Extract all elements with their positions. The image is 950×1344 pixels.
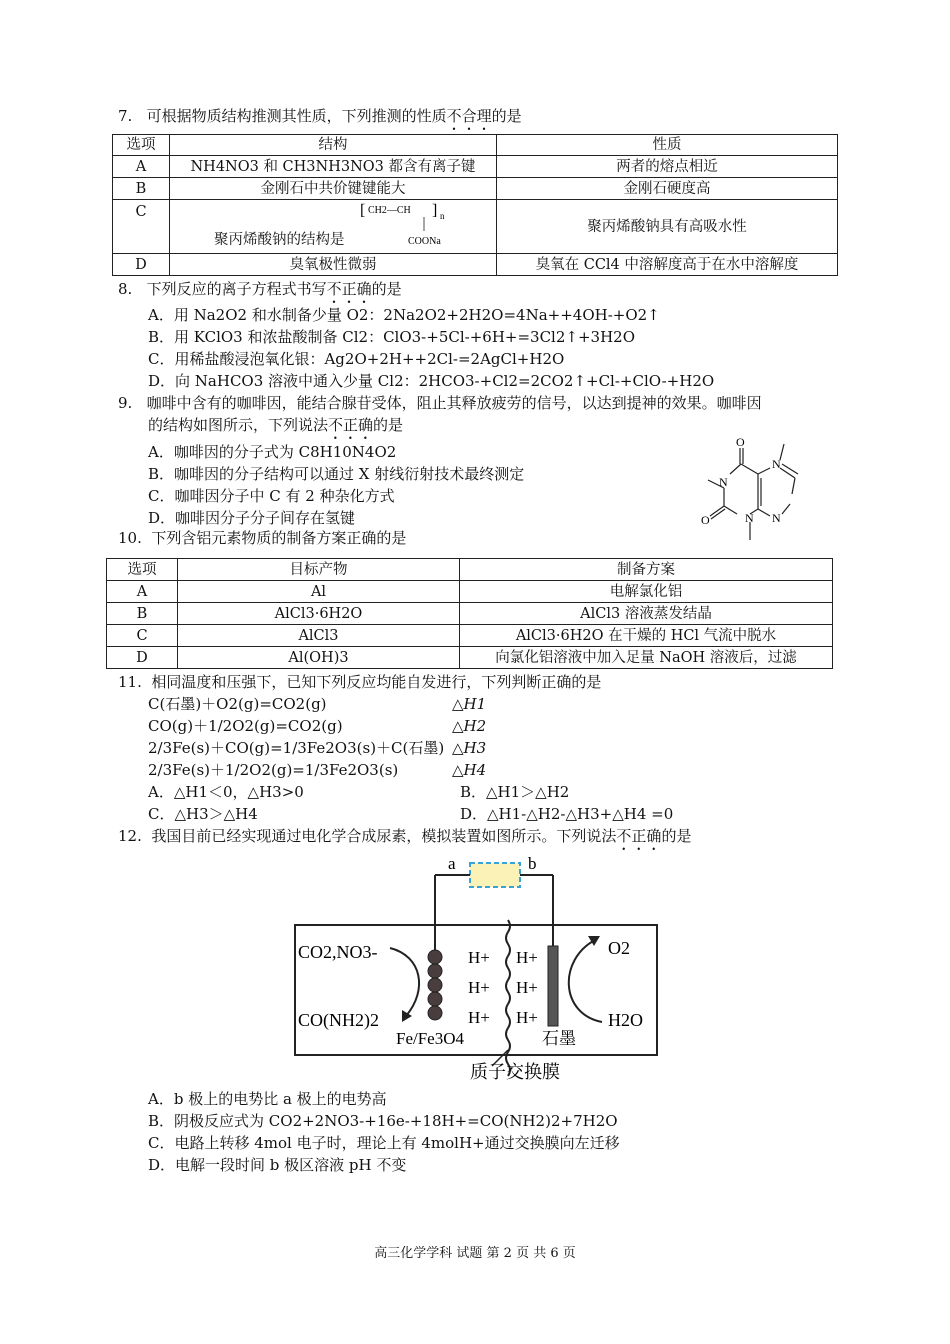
q7-row-a-structure: NH4NO3 和 CH3NH3NO3 都含有离子键	[170, 156, 497, 178]
q11-reaction-4: 2/3Fe(s)＋1/2O2(g)=1/3Fe2O3(s)	[148, 761, 399, 779]
q10-stem: 10. 下列含铝元素物质的制备方案正确的是	[118, 529, 407, 547]
q11-dh-1: △H1	[452, 695, 487, 713]
q10-row-c-product: AlCl3	[178, 625, 460, 647]
q7-header-property: 性质	[497, 135, 838, 156]
product-label: CO(NH2)2	[298, 1010, 379, 1030]
cathode-beads	[428, 950, 442, 1020]
q10-table	[106, 558, 833, 669]
caffeine-n7: N	[772, 457, 781, 471]
q11-reaction-1: C(石墨)＋O2(g)=CO2(g)	[148, 695, 327, 713]
page-footer: 高三化学学科 试题 第 2 页 共 6 页	[374, 1246, 576, 1261]
q7-row-c-property: 聚丙烯酸钠具有高吸水性	[497, 200, 838, 254]
polymer-chain: CH2—CH	[368, 205, 411, 216]
q11-option-b: B．△H1＞△H2	[460, 783, 570, 801]
q9-option-c: C．咖啡因分子中 C 有 2 种杂化方式	[148, 487, 395, 505]
polymer-structure	[360, 201, 460, 251]
q7-table	[112, 134, 838, 276]
q10-row-d-opt: D	[107, 647, 178, 669]
q10-row-a-product: Al	[178, 581, 460, 603]
q8-stem: 8. 下列反应的离子方程式书写不正确的是	[118, 280, 402, 298]
h-ion-left-3: H+	[468, 1008, 490, 1027]
q12-option-a: A．b 极上的电势比 a 极上的电势高	[148, 1090, 387, 1108]
q10-row-a-method: 电解氯化铝	[460, 581, 833, 603]
q10-header-product: 目标产物	[178, 559, 460, 581]
q12-option-b: B．阴极反应式为 CO2+2NO3-+16e-+18H+=CO(NH2)2+7H2O	[148, 1112, 618, 1130]
q10-row-b-opt: B	[107, 603, 178, 625]
q10-header-method: 制备方案	[460, 559, 833, 581]
power-source	[470, 863, 520, 887]
q9-option-a: A．咖啡因的分子式为 C8H10N4O2	[148, 443, 397, 461]
q7-row-d-property: 臭氧在 CCl4 中溶解度高于在水中溶解度	[497, 254, 838, 276]
q10-row-a-opt: A	[107, 581, 178, 603]
q7-row-b-opt: B	[113, 178, 170, 200]
caffeine-o-top: O	[736, 435, 745, 449]
q11-dh-2: △H2	[452, 717, 487, 735]
h-ion-right-3: H+	[516, 1008, 538, 1027]
q11-option-c: C．△H3＞△H4	[148, 805, 258, 823]
h-ion-right-1: H+	[516, 948, 538, 967]
q11-dh-4: △H4	[452, 761, 487, 779]
q7-row-c-opt: C	[113, 200, 170, 254]
polymer-n: n	[440, 211, 445, 221]
caffeine-o-bottom: O	[701, 513, 710, 527]
q11-reaction-2: CO(g)＋1/2O2(g)=CO2(g)	[148, 717, 343, 735]
q8-option-c: C．用稀盐酸浸泡氧化银：Ag2O+2H++2Cl-=2AgCl+H2O	[148, 350, 565, 368]
q7-row-d-structure: 臭氧极性微弱	[170, 254, 497, 276]
q10-row-c-method: AlCl3·6H2O 在干燥的 HCl 气流中脱水	[460, 625, 833, 647]
q7-row-d-opt: D	[113, 254, 170, 276]
q12-stem: 12. 我国目前已经实现通过电化学合成尿素，模拟装置如图所示。下列说法不正确的是	[118, 827, 692, 845]
h-ion-left-2: H+	[468, 978, 490, 997]
q10-header-option: 选项	[107, 559, 178, 581]
polymer-side: COONa	[408, 236, 441, 247]
electrolysis-diagram	[290, 850, 660, 1088]
membrane-label: 质子交换膜	[470, 1062, 560, 1082]
caffeine-n3: N	[745, 511, 754, 525]
q10-row-d-method: 向氯化铝溶液中加入足量 NaOH 溶液后，过滤	[460, 647, 833, 669]
electrode-label-b: b	[528, 854, 537, 873]
q8-option-d: D．向 NaHCO3 溶液中通入少量 Cl2：2HCO3-+Cl2=2CO2↑+Cl-+ClO-+H2O	[148, 372, 715, 390]
q12-option-c: C．电路上转移 4mol 电子时，理论上有 4molH+通过交换膜向左迁移	[148, 1134, 620, 1152]
q7-row-b-structure: 金刚石中共价键键能大	[170, 178, 497, 200]
cathode-label: Fe/Fe3O4	[396, 1029, 464, 1048]
caffeine-structure	[690, 430, 830, 552]
q9-option-d: D．咖啡因分子分子间存在氢键	[148, 509, 356, 527]
q9-stem-line1: 9. 咖啡中含有的咖啡因，能结合腺苷受体，阻止其释放疲劳的信号，以达到提神的效果。咖啡因	[118, 394, 762, 412]
electrode-label-a: a	[448, 854, 456, 873]
h-ion-right-2: H+	[516, 978, 538, 997]
q11-reaction-3: 2/3Fe(s)＋CO(g)=1/3Fe2O3(s)＋C(石墨)	[148, 739, 445, 757]
oxygen-label: O2	[608, 938, 630, 958]
q9-option-b: B．咖啡因的分子结构可以通过 X 射线衍射技术最终测定	[148, 465, 525, 483]
q7-header-option: 选项	[113, 135, 170, 156]
q11-option-a: A．△H1＜0，△H3>0	[148, 783, 304, 801]
anode-label: 石墨	[542, 1029, 576, 1048]
q9-stem-line2: 的结构如图所示，下列说法不正确的是	[148, 416, 404, 434]
svg-text:]: ]	[432, 202, 438, 219]
reactant-label: CO2,NO3-	[298, 942, 378, 962]
q7-row-c-structure	[170, 200, 497, 254]
svg-text:[: [	[360, 202, 366, 219]
q11-option-d: D．△H1-△H2-△H3+△H4 =0	[460, 805, 674, 823]
graphite-electrode	[548, 946, 558, 1026]
q10-row-b-method: AlCl3 溶液蒸发结晶	[460, 603, 833, 625]
water-label: H2O	[608, 1010, 643, 1030]
q8-option-a: A．用 Na2O2 和水制备少量 O2：2Na2O2+2H2O=4Na++4OH-+O2↑	[148, 306, 660, 324]
q11-dh-3: △H3	[452, 739, 487, 757]
h-ion-left-1: H+	[468, 948, 490, 967]
q8-option-b: B．用 KClO3 和浓盐酸制备 Cl2：ClO3-+5Cl-+6H+=3Cl2↑+3H2O	[148, 328, 635, 346]
q12-option-d: D．电解一段时间 b 极区溶液 pH 不变	[148, 1156, 407, 1174]
caffeine-n1: N	[719, 475, 728, 489]
q10-row-d-product: Al(OH)3	[178, 647, 460, 669]
q7-row-a-property: 两者的熔点相近	[497, 156, 838, 178]
q7-row-c-structure-text: 聚丙烯酸钠的结构是	[214, 232, 345, 248]
q7-row-a-opt: A	[113, 156, 170, 178]
q10-row-b-product: AlCl3·6H2O	[178, 603, 460, 625]
q7-header-structure: 结构	[170, 135, 497, 156]
caffeine-n9: N	[772, 511, 781, 525]
proton-membrane	[506, 920, 510, 1076]
q11-stem: 11. 相同温度和压强下，已知下列反应均能自发进行，下列判断正确的是	[118, 673, 602, 691]
q7-row-b-property: 金刚石硬度高	[497, 178, 838, 200]
q7-stem: 7. 可根据物质结构推测其性质，下列推测的性质不合理的是	[118, 107, 522, 125]
q10-row-c-opt: C	[107, 625, 178, 647]
